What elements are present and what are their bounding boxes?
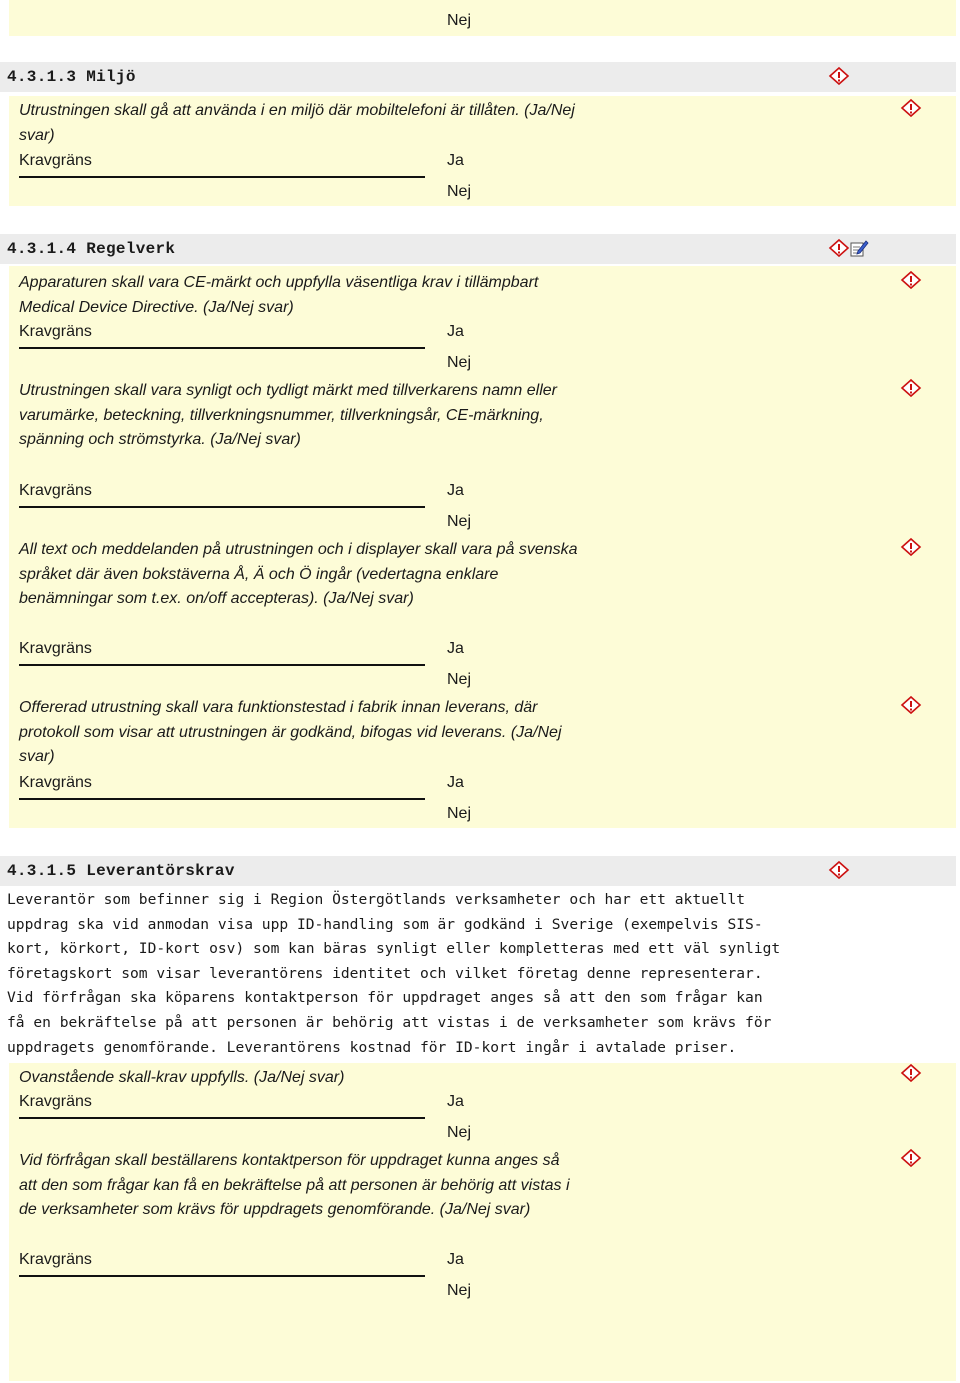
warning-icon[interactable] [900, 1148, 922, 1168]
kravgrans-label: Kravgräns [19, 482, 92, 499]
question-text: Ovanstående skall-krav uppfylls. (Ja/Nej svar) [19, 1069, 345, 1086]
answer-line[interactable] [19, 1117, 425, 1119]
option-no[interactable]: Nej [447, 671, 472, 688]
option-no[interactable]: Nej [447, 354, 472, 371]
option-yes[interactable]: Ja [447, 323, 464, 340]
kravgrans-label: Kravgräns [19, 1251, 92, 1268]
warning-icon[interactable] [900, 1063, 922, 1083]
section-heading: 4.3.1.4 Regelverk [7, 240, 176, 258]
answer-line[interactable] [19, 1275, 425, 1277]
answer-line[interactable] [19, 347, 425, 349]
option-no[interactable]: Nej [447, 183, 472, 200]
warning-icon[interactable] [900, 695, 922, 715]
answer-line[interactable] [19, 176, 425, 178]
warning-icon[interactable] [900, 98, 922, 118]
warning-icon[interactable] [828, 860, 850, 880]
option-no[interactable]: Nej [447, 1282, 472, 1299]
warning-icon[interactable] [828, 238, 850, 258]
question-text: Apparaturen skall vara CE-märkt och uppfylla väsentliga krav i tillämpbart Medical Device Directive. (Ja/Nej svar) [19, 274, 539, 316]
option-yes[interactable]: Ja [447, 640, 464, 657]
section-heading: 4.3.1.3 Miljö [7, 68, 136, 86]
section-description: Leverantör som befinner sig i Region Östergötlands verksamheter och har ett aktuellt uppdrag ska vid anmodan visa upp ID-handling som är godkänd i Sverige (exempelvis SIS-kort, körkort, ID-kort osv) som kan bäras synligt eller kompletteras med ett väl synligt företagskort som visar leverantörens identitet och vilket företag denne representerar. Vid förfrågan ska köparens kontaktperson för uppdraget anges så att den som frågar kan få en bekräftelse på att personen är behörig att vistas i de verksamheter som krävs för uppdragets genomförande. Leverantörens kostnad för ID-kort ingår i avtalade priser. [7, 891, 781, 1056]
option-yes[interactable]: Ja [447, 152, 464, 169]
option-yes[interactable]: Ja [447, 774, 464, 791]
question-text: Utrustningen skall vara synligt och tydligt märkt med tillverkarens namn eller varumärke, beteckning, tillverkningsnummer, tillverkningsår, CE-märkning, spänning och strömstyrka. (Ja/Nej svar) [19, 382, 557, 448]
warning-icon[interactable] [900, 270, 922, 290]
option-no[interactable]: Nej [447, 12, 472, 29]
option-yes[interactable]: Ja [447, 482, 464, 499]
option-no[interactable]: Nej [447, 513, 472, 530]
answer-line[interactable] [19, 798, 425, 800]
kravgrans-label: Kravgräns [19, 1093, 92, 1110]
edit-note-icon[interactable] [849, 238, 869, 258]
option-no[interactable]: Nej [447, 805, 472, 822]
warning-icon[interactable] [900, 378, 922, 398]
kravgrans-label: Kravgräns [19, 774, 92, 791]
answer-line[interactable] [19, 664, 425, 666]
kravgrans-label: Kravgräns [19, 640, 92, 657]
question-text: All text och meddelanden på utrustningen och i displayer skall vara på svenska språket där även bokstäverna Å, Ä och Ö ingår (vedertagna enklare benämningar som t.ex. on/off accepteras). (Ja/Nej svar) [19, 541, 578, 607]
question-block-remnant [9, 0, 956, 36]
warning-icon[interactable] [828, 66, 850, 86]
option-no[interactable]: Nej [447, 1124, 472, 1141]
section-heading: 4.3.1.5 Leverantörskrav [7, 862, 235, 880]
question-text: Vid förfrågan skall beställarens kontaktperson för uppdraget kunna anges så att den som frågar kan få en bekräftelse på att personen är behörig att vistas i de verksamheter som krävs för uppdragets genomförande. (Ja/Nej svar) [19, 1152, 570, 1218]
option-yes[interactable]: Ja [447, 1251, 464, 1268]
option-yes[interactable]: Ja [447, 1093, 464, 1110]
question-text: Utrustningen skall gå att använda i en miljö där mobiltelefoni är tillåten. (Ja/Nej svar) [19, 102, 575, 144]
warning-icon[interactable] [900, 537, 922, 557]
question-text: Offererad utrustning skall vara funktionstestad i fabrik innan leverans, där protokoll som visar att utrustningen är godkänd, bifogas vid leverans. (Ja/Nej svar) [19, 699, 562, 765]
section-heading-bar [0, 62, 956, 92]
answer-line[interactable] [19, 506, 425, 508]
kravgrans-label: Kravgräns [19, 152, 92, 169]
kravgrans-label: Kravgräns [19, 323, 92, 340]
